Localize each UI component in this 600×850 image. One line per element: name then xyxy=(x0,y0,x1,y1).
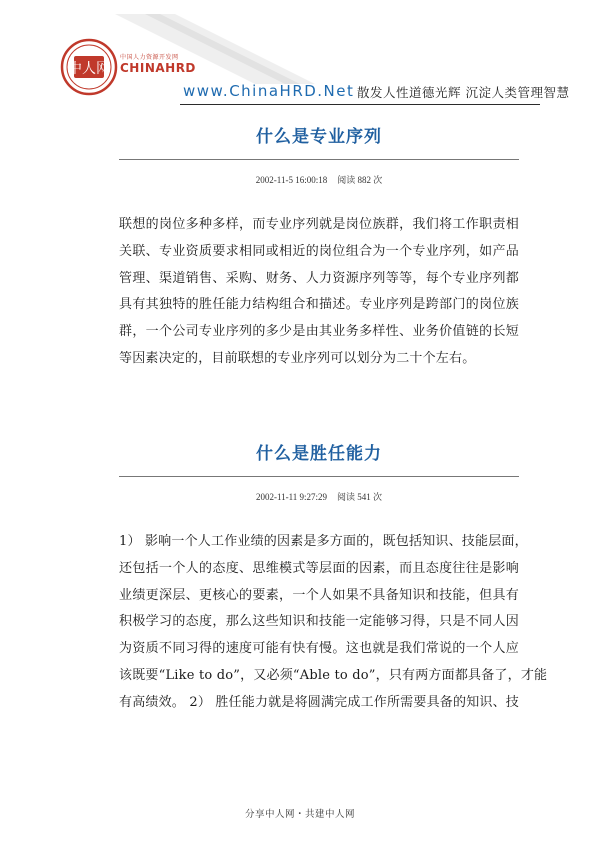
body-line: 管理、渠道销售、采购、财务、人力资源序列等等，每个专业序列都 xyxy=(119,270,519,286)
title-divider xyxy=(119,159,519,160)
body-line: 等因素决定的，目前联想的专业序列可以划分为二十个左右。 xyxy=(119,350,476,366)
body-line: 联想的岗位多种多样，而专业序列就是岗位族群，我们将工作职责相 xyxy=(119,217,519,232)
body-line: 关联、专业资质要求相同或相近的岗位组合为一个专业序列，如产品 xyxy=(119,243,519,259)
body-line: 还包括一个人的态度、思维模式等层面的因素，而且态度往往是影响 xyxy=(119,560,519,576)
body-line: 有高绩效。 2） 胜任能力就是将圆满完成工作所需要具备的知识、技 xyxy=(119,694,519,710)
article-section-1 xyxy=(119,122,519,373)
body-line: 为资质不同习得的速度可能有快有慢。这也就是我们常说的一个人应 xyxy=(119,641,519,657)
article-reads: 阅读 541 次 xyxy=(337,492,383,502)
logo-seal-icon xyxy=(60,38,118,96)
article-body xyxy=(119,212,519,373)
article-meta xyxy=(119,490,519,503)
article-body xyxy=(119,529,548,717)
body-line: 群，一个公司专业序列的多少是由其业务多样性、业务价值链的长短 xyxy=(119,324,519,340)
body-line: 积极学习的态度，那么这些知识和技能一定能够习得，只是不同人因 xyxy=(119,614,519,630)
page-header xyxy=(0,0,600,110)
site-url-link[interactable]: www.ChinaHRD.Net xyxy=(183,82,355,100)
body-line: 1） 影响一个人工作业绩的因素是多方面的，既包括知识、技能层面， xyxy=(119,534,528,549)
section-title: 什么是专业序列 xyxy=(256,127,382,147)
article-meta xyxy=(119,173,519,186)
article-date: 2002-11-5 16:00:18 xyxy=(255,175,328,185)
article-section-2 xyxy=(119,439,548,717)
body-line: 具有其独特的胜任能力结构组合和描述。专业序列是跨部门的岗位族 xyxy=(119,297,519,313)
body-line: 该既要“Like to do”，又必须“Able to do”，只有两方面都具备了，才能 xyxy=(119,667,548,683)
site-slogan: 散发人性道德光辉 沉淀人类管理智慧 xyxy=(357,85,570,100)
logo-english-name: CHINAHRD xyxy=(120,61,196,75)
section-title: 什么是胜任能力 xyxy=(256,444,382,464)
title-divider xyxy=(119,476,519,477)
page-footer: 分享中人网・共建中人网 xyxy=(244,809,355,820)
logo-seal-text: 中人网 xyxy=(68,61,110,77)
body-line: 业绩更深层、更核心的要素，一个人如果不具备知识和技能，但具有 xyxy=(119,587,519,603)
article-reads: 阅读 882 次 xyxy=(337,175,383,185)
logo-chinese-name: 中国人力资源开发网 xyxy=(120,54,179,61)
header-divider xyxy=(180,104,540,105)
article-date: 2002-11-11 9:27:29 xyxy=(255,492,328,502)
